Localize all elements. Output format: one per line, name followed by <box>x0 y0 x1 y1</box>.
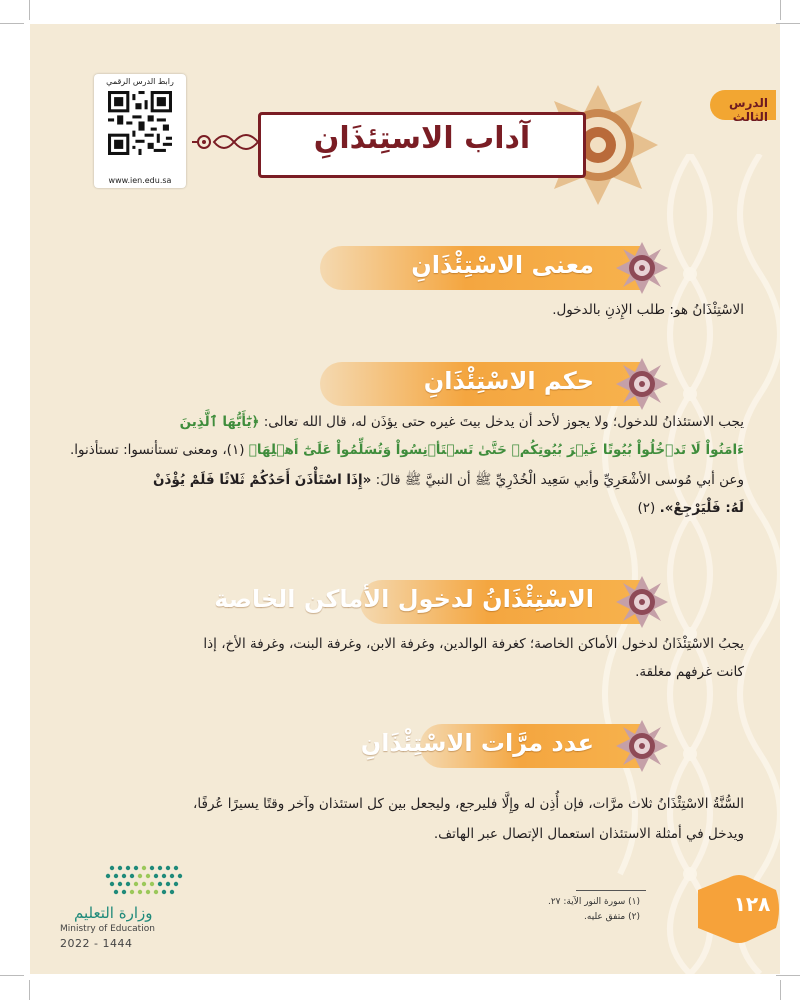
section-header-private-places <box>214 580 644 624</box>
section-title: حكم الاسْتِئْذَانِ <box>423 367 594 395</box>
crop-mark <box>29 980 30 1000</box>
title-ornament-icon <box>188 122 260 162</box>
crop-mark <box>0 23 24 24</box>
hadith-text: «إِذَا اسْتَأْذَنَ أَحَدُكُمْ ثَلاثًا فَلَمْ يُؤْذَنْ <box>153 472 372 488</box>
crop-mark <box>29 0 30 20</box>
footnote-2: (٢) متفق عليه. <box>584 912 640 922</box>
lesson-title: آداب الاستِئذَانِ <box>313 121 531 156</box>
flower-medallion-icon <box>615 719 669 773</box>
ruling-text: (١)، ومعنى تستأنسوا: تستأذنوا. <box>70 442 245 458</box>
qr-code-panel[interactable] <box>94 74 186 188</box>
lesson-title-banner <box>258 112 586 178</box>
page-number: ١٢٨ <box>733 892 771 916</box>
quran-verse: ﴿يَٰٓأَيُّهَا ٱلَّذِينَ <box>179 414 260 430</box>
lesson-number-badge <box>710 90 776 124</box>
flower-medallion-icon <box>615 357 669 411</box>
ruling-line-3 <box>153 466 744 494</box>
crop-mark <box>0 975 24 976</box>
hadith-text: لَهُ: فَلْيَرْجِعْ». <box>659 500 744 516</box>
footnote-divider <box>576 890 646 891</box>
section-title: عدد مرَّات الاسْتِئْذَانِ <box>360 729 594 757</box>
ruling-text: وعن أبي مُوسى الأشْعَرِيِّ وأبي سَعِيد الْخُدْرِيِّ ﷺ أن النبيَّ ﷺ قالَ: <box>375 472 744 488</box>
ruling-line-2 <box>70 436 744 464</box>
ministry-name-arabic: وزارة التعليم <box>74 904 153 922</box>
qr-code-icon[interactable] <box>108 91 172 155</box>
ruling-text: يجب الاستئذانُ للدخول؛ ولا يجوز لأحد أن يدخل بيتَ غيره حتى يؤذَن له، قال الله تعالى: <box>263 414 744 430</box>
qr-title: رابط الدرس الرقمي <box>106 77 174 86</box>
section-body: يجبُ الاسْتِئْذَانُ لدخول الأماكن الخاصة؛ كغرفة الوالدين، وغرفة الابن، وغرفة البنت، وغرفة الأخ، إذا <box>203 636 744 652</box>
qr-url[interactable]: www.ien.edu.sa <box>108 176 172 185</box>
ruling-line-4 <box>637 494 744 522</box>
edition-year: 2022 - 1444 <box>60 937 133 950</box>
flower-medallion-icon <box>615 241 669 295</box>
quran-verse: ءَامَنُواْ لَا تَدۡخُلُواْ بُيُوتًا غَيۡرَ بُيُوتِكُمۡ حَتَّىٰ تَسۡتَأۡنِسُواْ وَتُسَلِّمُواْ عَلَىٰٓ أَهۡلِهَا﴾ <box>248 442 744 458</box>
ministry-logo-icon <box>104 862 184 898</box>
section-body: السُّنَّةُ الاسْتِئْذَانُ ثلاث مرَّات، فإن أُذِن له وإِلَّا فليرجع، وليجعل بين كل استئذان وآخر وقتًا يسيرًا عُرفًا، <box>193 796 744 812</box>
crop-mark <box>780 0 781 20</box>
section-header-ruling <box>320 362 644 406</box>
ministry-name-english: Ministry of Education <box>60 924 155 934</box>
section-body: الاسْتِئْذَانُ هو: طلب الإِذنِ بالدخول. <box>552 302 744 318</box>
flower-medallion-icon <box>615 575 669 629</box>
section-title: الاسْتِئْذَانُ لدخول الأماكن الخاصة <box>214 585 594 613</box>
section-title: معنى الاسْتِئْذَانِ <box>411 251 594 279</box>
textbook-page <box>30 24 780 974</box>
section-body: كانت غرفهم مغلقة. <box>635 664 744 680</box>
section-body: ويدخل في أمثلة الاستئذان استعمال الإتصال عبر الهاتف. <box>433 826 744 842</box>
lesson-badge-label: الدرس الثالث <box>728 96 768 124</box>
crop-mark <box>780 980 781 1000</box>
section-header-meaning <box>320 246 644 290</box>
ruling-line-1 <box>180 408 744 436</box>
section-header-count <box>360 724 644 768</box>
footnote-1: (١) سورة النور الآية: ٢٧. <box>547 897 640 907</box>
crop-mark <box>776 975 800 976</box>
ruling-text: (٢) <box>637 500 656 516</box>
